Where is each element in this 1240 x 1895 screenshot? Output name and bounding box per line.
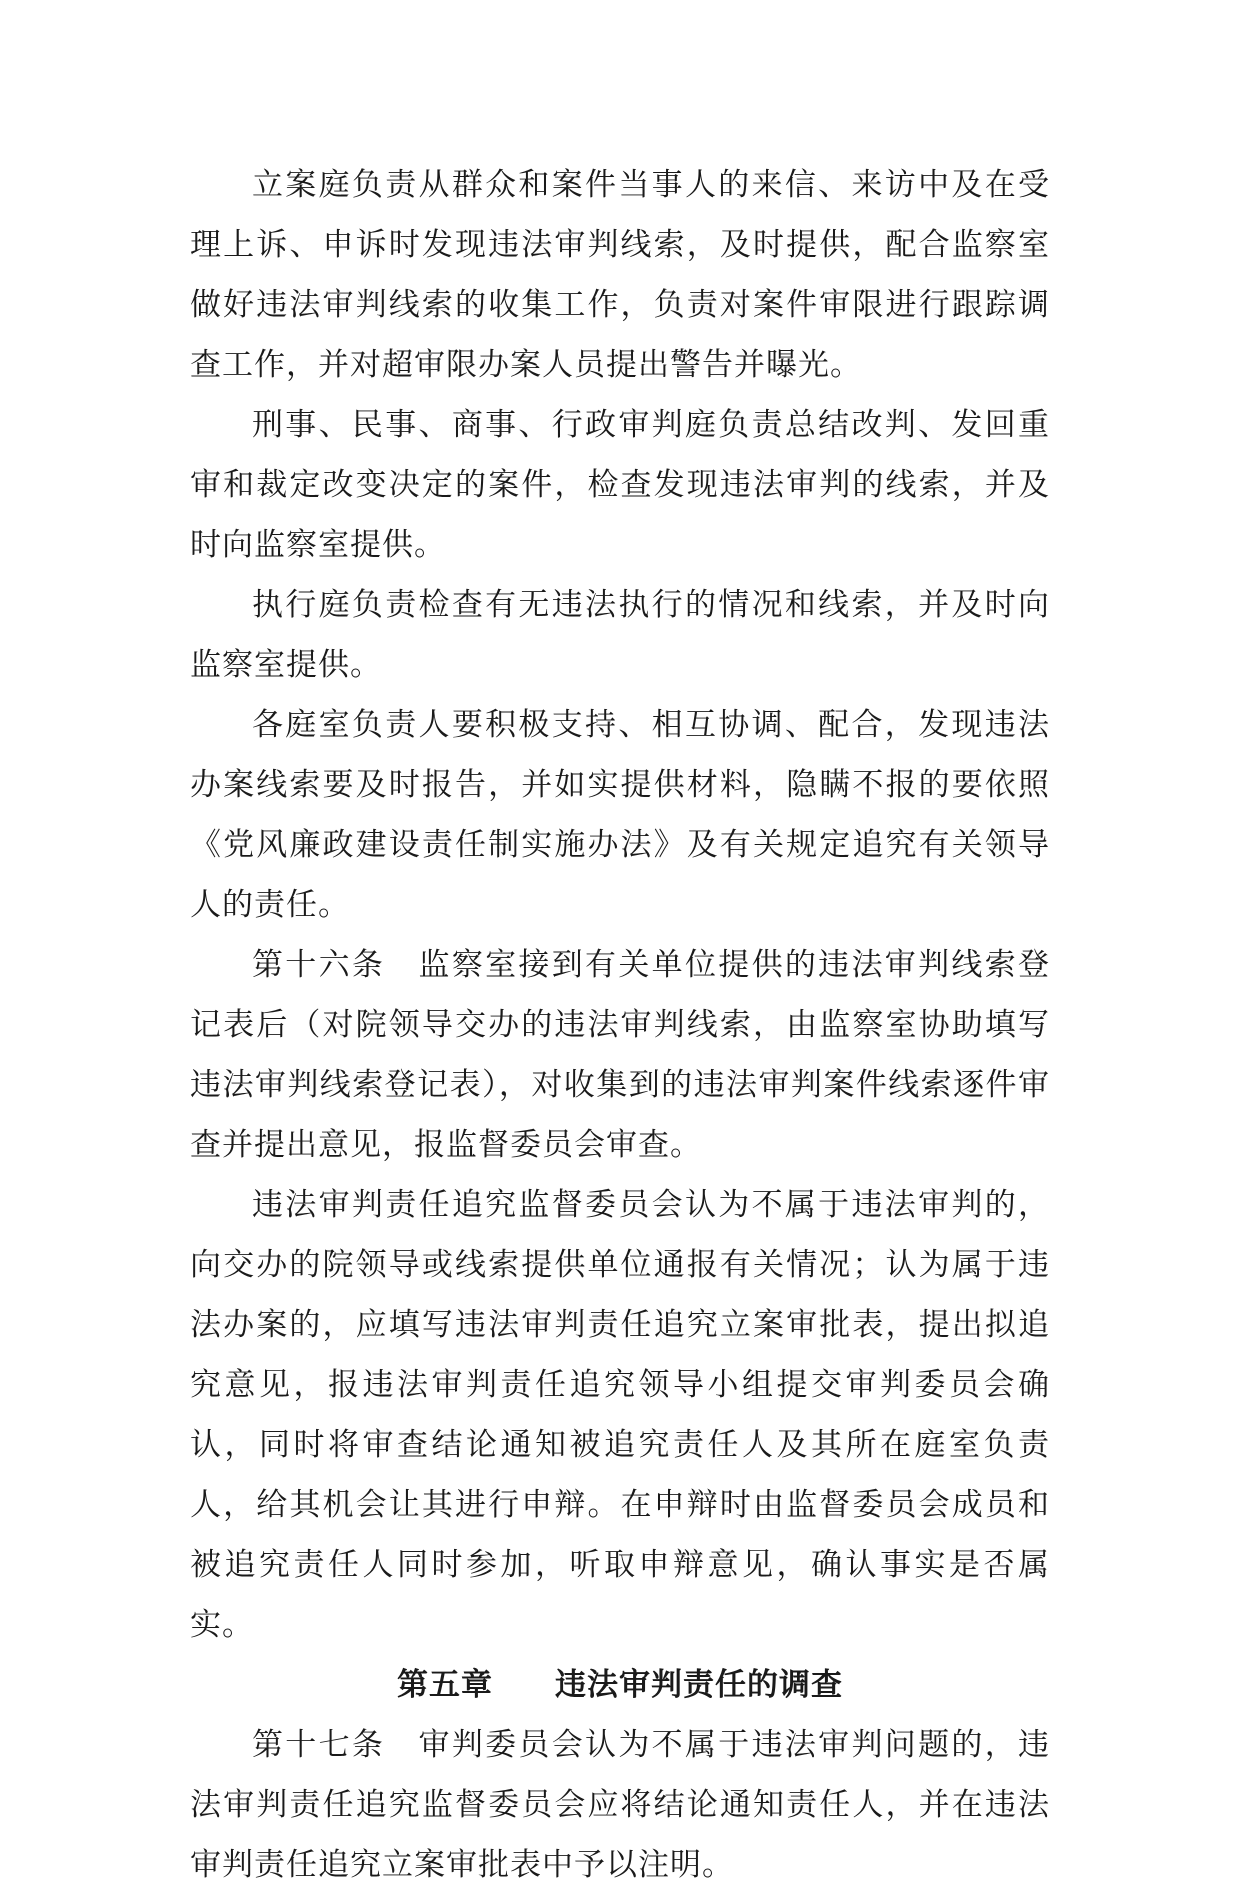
paragraph-filing-division: 立案庭负责从群众和案件当事人的来信、来访中及在受理上诉、申诉时发现违法审判线索，及时提供，配合监察室做好违法审判线索的收集工作，负责对案件审限进行跟踪调查工作，并对超审限办案人员提出警告并曝光。 <box>190 167 1050 383</box>
paragraph-division-heads: 各庭室负责人要积极支持、相互协调、配合，发现违法办案线索要及时报告，并如实提供材料，隐瞒不报的要依照《党风廉政建设责任制实施办法》及有关规定追究有关领导人的责任。 <box>190 707 1050 923</box>
paragraph-article-17: 第十七条 审判委员会认为不属于违法审判问题的，违法审判责任追究监督委员会应将结论通知责任人，并在违法审判责任追究立案审批表中予以注明。 <box>190 1727 1050 1883</box>
document-body <box>190 155 1050 1895</box>
paragraph-article-16: 第十六条 监察室接到有关单位提供的违法审判线索登记表后（对院领导交办的违法审判线索，由监察室协助填写违法审判线索登记表），对收集到的违法审判案件线索逐件审查并提出意见，报监督委员会审查。 <box>190 947 1050 1163</box>
chapter-heading <box>190 1655 1050 1715</box>
paragraph-enforcement-division: 执行庭负责检查有无违法执行的情况和线索，并及时向监察室提供。 <box>190 587 1050 683</box>
paragraph-trial-divisions: 刑事、民事、商事、行政审判庭负责总结改判、发回重审和裁定改变决定的案件，检查发现违法审判的线索，并及时向监察室提供。 <box>190 407 1050 563</box>
chapter-number: 第五章 <box>397 1667 493 1703</box>
paragraph-supervision-committee: 违法审判责任追究监督委员会认为不属于违法审判的，向交办的院领导或线索提供单位通报有关情况；认为属于违法办案的，应填写违法审判责任追究立案审批表，提出拟追究意见，报违法审判责任追究领导小组提交审判委员会确认，同时将审查结论通知被追究责任人及其所在庭室负责人，给其机会让其进行申辩。在申辩时由监督委员会成员和被追究责任人同时参加，听取申辩意见，确认事实是否属实。 <box>190 1187 1050 1643</box>
chapter-title: 违法审判责任的调查 <box>555 1667 843 1703</box>
